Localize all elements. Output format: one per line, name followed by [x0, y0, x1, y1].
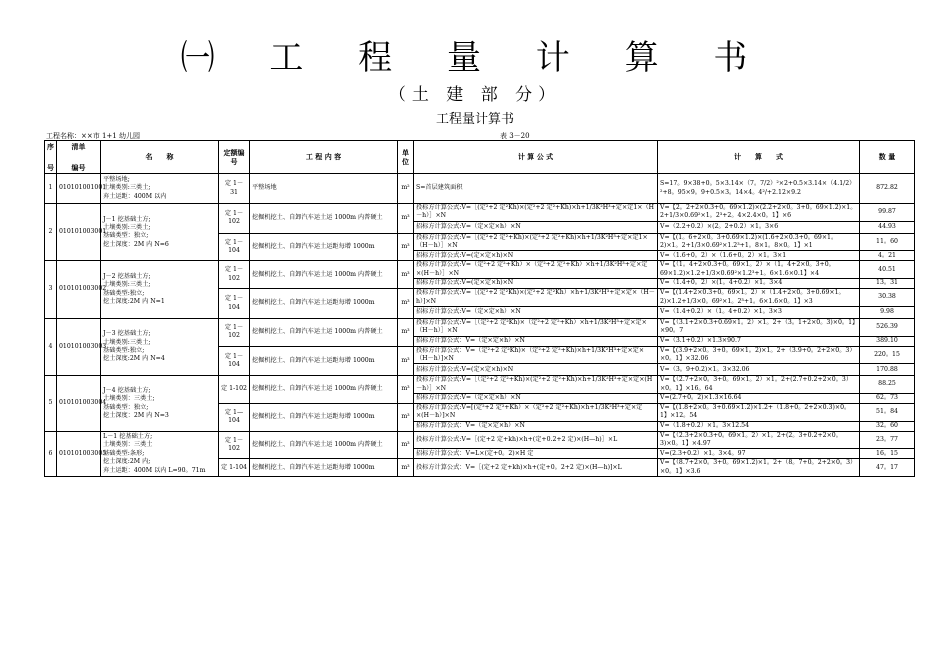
- cell-formula: 投标方计算公式:V=（定²+2 定²+Kh）×（定²+2 定²+Kh）×h+1/3K²H³+定×定×(H－h）］×N: [414, 261, 658, 279]
- cell-expression: V=（2.2+0.2）×(2。2+0.2）×1。3×6: [658, 221, 860, 233]
- cell-formula: 招标方计算公式:V=(定×定×h)×N: [414, 279, 658, 289]
- table-row: [45, 174, 915, 204]
- cell-quota: 定 1－104: [219, 346, 250, 376]
- table-row: [45, 318, 915, 336]
- cell-formula: 招标方计算公式：V=（定×定×h）×N: [414, 421, 658, 431]
- cell-quantity: 30.38: [860, 289, 915, 307]
- cell-name: L－1 挖基础土方; 土壤类别：三类土 基础类型:条形; 挖土深度:2M 内; 弃土运距：400M 以内 L=90。71m: [101, 431, 219, 476]
- cell-expression: V=（3.1+0.2）×1.3×90.7: [658, 336, 860, 346]
- cell-expression: S=17。9×38+0。5×3.14×（7。7/2）²×2+0.5×3.14×（4.1/2）²+8。95×9。9+0.5×3。14×4。4²/+2.12×9.2: [658, 174, 860, 204]
- cell-quota: 定 1－104: [219, 289, 250, 319]
- table-row: [45, 204, 915, 222]
- cell-seq: 5: [45, 376, 57, 431]
- cell-seq: 2: [45, 204, 57, 261]
- cell-unit: m³: [398, 261, 414, 289]
- cell-content: 挖掘机挖土、自卸汽车运土运 1000m 内普硬土: [250, 431, 398, 459]
- header-expression: 计 算 式: [658, 141, 860, 174]
- cell-name: J－4 挖基础土方; 土壤类别：三类土; 基础类型：独立; 挖土深度：2M 内 N=3: [101, 376, 219, 431]
- cell-quota: 定 1－102: [219, 261, 250, 289]
- cell-quantity: 872.82: [860, 174, 915, 204]
- cell-quantity: 32。60: [860, 421, 915, 431]
- table-caption: 工程量计算书: [435, 112, 514, 127]
- table-row: [45, 431, 915, 449]
- cell-unit: m³: [398, 346, 414, 376]
- cell-content: 挖掘机挖土、自卸汽车运土运 1000m 内普硬土: [250, 318, 398, 346]
- cell-expression: V=【(1。6+2×0。3+0.69×1.2)×(1.6+2×0.3+0。69×1。2)×1。2+1/3×0.69²×1.2³+1。8×1。8×0。1】×1: [658, 233, 860, 251]
- cell-content: 挖掘机挖土、自卸汽车运土运 1000m 内普硬土: [250, 376, 398, 404]
- cell-name: J－2 挖基础土方; 土壤类别:三类土; 基础类型:独立; 挖土深度:2M 内 N=1: [101, 261, 219, 318]
- cell-content: 平整场地: [250, 174, 398, 204]
- document-title: ㈠ 工 程 量 计 算 书: [180, 38, 770, 78]
- cell-quantity: 44.93: [860, 221, 915, 233]
- header-name: 名 称: [101, 141, 219, 174]
- cell-quantity: 40.51: [860, 261, 915, 279]
- header-content: 工 程 内 容: [250, 141, 398, 174]
- cell-code: 010101003003: [57, 318, 101, 375]
- cell-expression: V=【(1.4+2×0.3+0。69×1。2）×（1.4+2×0。3+0.69×1。2)×1.2+1/3×0。69²×1。2³+1。6×1.6×0。1】×3: [658, 289, 860, 307]
- cell-quota: 定 1-104: [219, 459, 250, 477]
- cell-content: 挖掘机挖土、自卸汽车运土运距每增 1000m: [250, 404, 398, 432]
- cell-unit: m³: [398, 233, 414, 261]
- cell-formula: 招标方计算公式：V=L×(定+0。2)×H 定: [414, 449, 658, 459]
- cell-quantity: 389.10: [860, 336, 915, 346]
- cell-formula: 投标方计算公式:V=［(定²+2 定²+Kh)×(定²+2 定²+Kh)×h+1/3K²H³+定×定1×（H－h）］×N: [414, 233, 658, 251]
- cell-expression: V=（1.4+0。2）×(1。4+0.2）×1。3×4: [658, 279, 860, 289]
- cell-content: 挖掘机挖土、自卸汽车运土运距每增 1000m: [250, 346, 398, 376]
- table-number: 表 3－20: [500, 132, 530, 140]
- cell-formula: 投标方计算公式:V=［(定²+2 定²Kh)×(定²+2 定²+Kh)×h+1/3K²H³+定×定1×（H－h）］×N: [414, 204, 658, 222]
- cell-unit: m³: [398, 404, 414, 432]
- cell-expression: V=（3。9+0.2)×1。3×32.06: [658, 364, 860, 376]
- cell-name: J－1 挖基础土方; 土壤类别:三类土; 基础类型：独立; 挖土深度：2M 内 N=6: [101, 204, 219, 261]
- cell-quota: 定 1－104: [219, 233, 250, 261]
- cell-unit: m³: [398, 318, 414, 346]
- cell-expression: V=【(1.8+2×0。3+0.69×1.2)×1.2+（1.8+0。2+2×0.3)×0。1】×12。54: [658, 404, 860, 422]
- cell-formula: 招标方计算公式:V=（定×定×h）×N: [414, 394, 658, 404]
- cell-expression: V=(2.7+0。2)×1.3×16.64: [658, 394, 860, 404]
- cell-quantity: 170.88: [860, 364, 915, 376]
- table-header-row: [45, 141, 915, 174]
- cell-expression: V=【（2.7+2×0。3+0。69×1。2）×1。2+(2.7+0.2+2×0。3）×0。1】×16。64: [658, 376, 860, 394]
- cell-unit: m²: [398, 174, 414, 204]
- cell-quota: 定 1—104: [219, 404, 250, 432]
- cell-expression: V=【（8.7+2×0。3+0。69×1.2)×1。2+（8。7+0。2+2×0。3）×0。1】×3.6: [658, 459, 860, 477]
- header-formula: 计 算 公 式: [414, 141, 658, 174]
- header-unit: 单位: [398, 141, 414, 174]
- cell-content: 挖掘机挖土、自卸汽车运土运 1000m 内普硬土: [250, 261, 398, 289]
- cell-unit: m³: [398, 376, 414, 404]
- cell-quantity: 62。73: [860, 394, 915, 404]
- cell-expression: V=（1.6+0。2）×（1.6+0。2）×1。3×1: [658, 251, 860, 261]
- header-seq: 序 号: [45, 141, 57, 174]
- header-quota: 定额编号: [219, 141, 250, 174]
- cell-code: 010101003002: [57, 261, 101, 318]
- cell-quota: 定 1－102: [219, 431, 250, 459]
- cell-code: 010101003004: [57, 376, 101, 431]
- cell-formula: 招标方计算公式:V=（定×定×h）×N: [414, 306, 658, 318]
- cell-formula: S=首层建筑面积: [414, 174, 658, 204]
- cell-formula: 投标方计算公式：V=［(定+2 定+kh)×h+(定+0。2+2 定)×(H—h)]×L: [414, 459, 658, 477]
- cell-quota: 定 1－102: [219, 318, 250, 346]
- cell-formula: 投标方计算公式:V=［（定²+2 定²+Kh)×(定²+2 定²+Kh)×h+1/3K²H³+定×定×(H－h）］×N: [414, 376, 658, 394]
- cell-quantity: 13。31: [860, 279, 915, 289]
- cell-formula: 投标方计算公式:V=［（定²+2 定²Kh)×（定²+2 定²+Kh）×h+1/3K²H³+定×定×（H－h）］×N: [414, 318, 658, 336]
- cell-name: 平整场地; 土壤类别:三类土; 弃土运距：400M 以内: [101, 174, 219, 204]
- cell-quantity: 47。17: [860, 459, 915, 477]
- cell-quantity: 16。15: [860, 449, 915, 459]
- document-subtitle: （土 建 部 分）: [388, 85, 562, 105]
- cell-unit: m³: [398, 431, 414, 459]
- cell-formula: 招标方计算公式:V=(定×定×h)×N: [414, 364, 658, 376]
- cell-content: 挖掘机挖土、自卸汽车运土运距每增 1000m: [250, 459, 398, 477]
- cell-quantity: 11。60: [860, 233, 915, 251]
- cell-code: 010101001001: [57, 174, 101, 204]
- cell-quantity: 9.98: [860, 306, 915, 318]
- cell-expression: V=（1.8+0.2）×1。3×12.54: [658, 421, 860, 431]
- cell-formula: 投标方计算公式:V=[(定²+2 定²+Kh）×（定²+2 定²+Kh)×h+1/3K²H³+定×定×(H－h）]×N: [414, 404, 658, 422]
- cell-formula: 招标方计算公式:V=(定×定×h)×N: [414, 251, 658, 261]
- cell-seq: 3: [45, 261, 57, 318]
- quantity-table: [44, 140, 915, 477]
- cell-quantity: 23。77: [860, 431, 915, 449]
- header-code: 清单 编号: [57, 141, 101, 174]
- cell-code: 010101003005: [57, 431, 101, 476]
- cell-unit: m³: [398, 459, 414, 477]
- cell-formula: 投标方计算公式:V=［(定²+2 定²Kh)×(定²+2 定²Kh）×h+1/3K²H³+定×定×（H－h）]×N: [414, 289, 658, 307]
- cell-expression: V=【2。2+2×0.3+0。69×1.2)×(2.2+2×0。3+0。69×1.2)×1。2+1/3×0.69²×1。2³+2。4×2.4×0。1】×6: [658, 204, 860, 222]
- cell-content: 挖掘机挖土、自卸汽车运土运 1000m 内普硬土: [250, 204, 398, 234]
- cell-content: 挖掘机挖土、自卸汽车运土运距每增 1000m: [250, 289, 398, 319]
- cell-expression: V=(2.3+0.2）×1。3×4。97: [658, 449, 860, 459]
- cell-quota: 定 1-102: [219, 376, 250, 404]
- cell-quantity: 4。21: [860, 251, 915, 261]
- cell-seq: 1: [45, 174, 57, 204]
- cell-expression: V=【（2.3+2×0.3+0。69×1。2）×1。2+(2。3+0.2+2×0。3)×0。1】×4.97: [658, 431, 860, 449]
- header-quantity: 数 量: [860, 141, 915, 174]
- cell-unit: m³: [398, 289, 414, 319]
- cell-name: J－3 挖基础土方; 土壤类别:三类土; 基础类型:独立; 挖土深度:2M 内 N=4: [101, 318, 219, 375]
- cell-content: 挖掘机挖土、自卸汽车运土运距每增 1000m: [250, 233, 398, 261]
- cell-quota: 定 1－102: [219, 204, 250, 234]
- cell-seq: 4: [45, 318, 57, 375]
- cell-quota: 定 1－31: [219, 174, 250, 204]
- cell-unit: m³: [398, 204, 414, 234]
- cell-expression: V=【(3.9+2×0。3+0。69×1。2)×1。2+（3.9+0。2+2×0。3）×0。1】×32.06: [658, 346, 860, 364]
- cell-quantity: 88.25: [860, 376, 915, 394]
- cell-formula: 招标方计算公式：V=（定×定×h）×N: [414, 336, 658, 346]
- cell-formula: 招标方计算公式:V=（定×定×h）×N: [414, 221, 658, 233]
- table-row: [45, 376, 915, 394]
- table-row: [45, 261, 915, 279]
- cell-formula: 投标方计算公式：V=（定²+2 定²Kh)×（定²+2 定²+Kh)×h+1/3K²H³+定×定×（H－h）]×N: [414, 346, 658, 364]
- cell-quantity: 526.39: [860, 318, 915, 336]
- cell-expression: V=【（3.1+2×0.3+0.69×1。2）×1。2+（3。1+2×0。3)×0。1】×90。7: [658, 318, 860, 336]
- cell-quantity: 99.87: [860, 204, 915, 222]
- project-name: 工程名称：××市 1+1 幼儿园: [46, 132, 140, 140]
- cell-expression: V=【（1。4+2×0.3+0。69×1。2）×（1。4+2×0。3+0。69×1.2)×1.2+1/3×0.69²×1.2³+1。6×1.6×0.1】×4: [658, 261, 860, 279]
- cell-formula: 投标方计算公式:V=［(定+2 定+kh)×h+(定+0.2+2 定)×(H—h)］×L: [414, 431, 658, 449]
- cell-expression: V=（1.4+0.2）×（1。4+0.2）×1。3×3: [658, 306, 860, 318]
- cell-quantity: 220。15: [860, 346, 915, 364]
- cell-quantity: 51。84: [860, 404, 915, 422]
- cell-code: 010101003001: [57, 204, 101, 261]
- cell-seq: 6: [45, 431, 57, 476]
